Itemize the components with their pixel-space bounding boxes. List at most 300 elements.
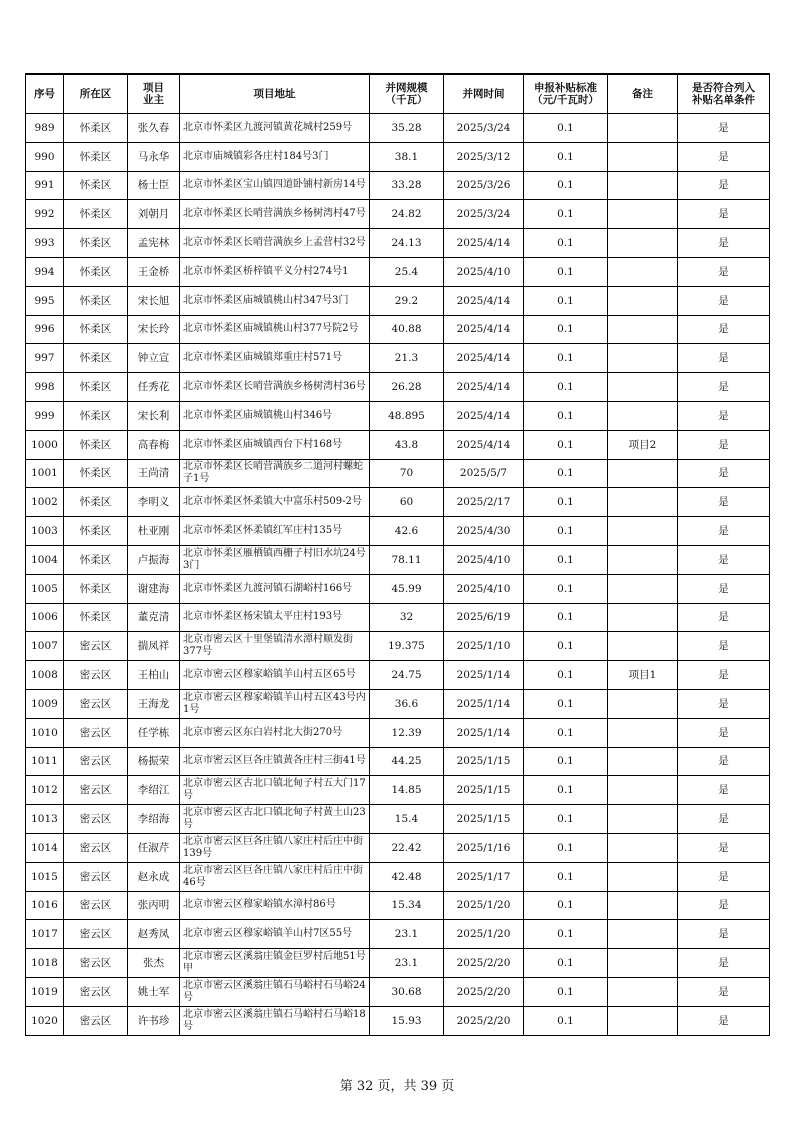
cell-address: 北京市密云区溪翁庄镇石马峪村石马峪18号	[180, 1006, 370, 1035]
cell-eligible: 是	[678, 977, 770, 1006]
cell-subsidy-rate: 0.1	[524, 114, 608, 143]
cell-district: 密云区	[64, 661, 128, 690]
cell-address: 北京市怀柔区庙城镇桃山村346号	[180, 401, 370, 430]
cell-remark	[608, 747, 678, 776]
table-row	[26, 200, 770, 229]
cell-address: 北京市怀柔区怀柔镇大中富乐村509-2号	[180, 488, 370, 517]
cell-capacity: 23.1	[370, 920, 444, 949]
cell-district: 怀柔区	[64, 344, 128, 373]
cell-grid-date: 2025/3/26	[444, 171, 524, 200]
cell-district: 密云区	[64, 632, 128, 661]
cell-grid-date: 2025/5/7	[444, 459, 524, 488]
cell-district: 密云区	[64, 949, 128, 978]
cell-eligible: 是	[678, 517, 770, 546]
cell-index: 1016	[26, 891, 64, 920]
table-row	[26, 776, 770, 805]
cell-index: 1002	[26, 488, 64, 517]
cell-capacity: 15.4	[370, 805, 444, 834]
cell-address: 北京市密云区穆家峪镇羊山村五区43号内1号	[180, 689, 370, 718]
cell-district: 密云区	[64, 689, 128, 718]
cell-owner: 张杰	[128, 949, 180, 978]
table-row	[26, 661, 770, 690]
cell-eligible: 是	[678, 891, 770, 920]
cell-owner: 钟立宣	[128, 344, 180, 373]
column-header-eligible: 是否符合列入 补贴名单条件	[678, 74, 770, 114]
cell-eligible: 是	[678, 689, 770, 718]
cell-index: 1017	[26, 920, 64, 949]
cell-remark	[608, 718, 678, 747]
cell-owner: 王金桥	[128, 257, 180, 286]
cell-grid-date: 2025/2/17	[444, 488, 524, 517]
cell-subsidy-rate: 0.1	[524, 229, 608, 258]
cell-owner: 王海龙	[128, 689, 180, 718]
cell-index: 990	[26, 142, 64, 171]
table-row	[26, 1006, 770, 1035]
cell-eligible: 是	[678, 459, 770, 488]
cell-subsidy-rate: 0.1	[524, 344, 608, 373]
cell-grid-date: 2025/2/20	[444, 949, 524, 978]
cell-index: 1010	[26, 718, 64, 747]
cell-remark	[608, 776, 678, 805]
cell-district: 怀柔区	[64, 257, 128, 286]
cell-owner: 孟宪林	[128, 229, 180, 258]
table-row	[26, 171, 770, 200]
subsidy-table-container	[25, 73, 769, 1036]
cell-district: 怀柔区	[64, 517, 128, 546]
cell-capacity: 12.39	[370, 718, 444, 747]
cell-remark	[608, 315, 678, 344]
cell-index: 1014	[26, 833, 64, 862]
cell-capacity: 15.34	[370, 891, 444, 920]
cell-grid-date: 2025/1/10	[444, 632, 524, 661]
cell-index: 996	[26, 315, 64, 344]
cell-owner: 杜亚刚	[128, 517, 180, 546]
cell-index: 994	[26, 257, 64, 286]
cell-capacity: 42.48	[370, 862, 444, 891]
cell-address: 北京市密云区古北口镇北甸子村黄土山23号	[180, 805, 370, 834]
cell-subsidy-rate: 0.1	[524, 171, 608, 200]
cell-grid-date: 2025/1/14	[444, 718, 524, 747]
cell-address: 北京市怀柔区长哨营满族乡杨树湾村36号	[180, 373, 370, 402]
cell-index: 995	[26, 286, 64, 315]
cell-district: 怀柔区	[64, 574, 128, 603]
cell-subsidy-rate: 0.1	[524, 718, 608, 747]
cell-subsidy-rate: 0.1	[524, 401, 608, 430]
cell-grid-date: 2025/2/20	[444, 1006, 524, 1035]
table-row	[26, 373, 770, 402]
cell-owner: 董克清	[128, 603, 180, 632]
cell-owner: 杨振荣	[128, 747, 180, 776]
cell-remark	[608, 833, 678, 862]
table-row	[26, 488, 770, 517]
cell-owner: 任淑芹	[128, 833, 180, 862]
cell-subsidy-rate: 0.1	[524, 517, 608, 546]
cell-subsidy-rate: 0.1	[524, 430, 608, 459]
cell-owner: 赵秀凤	[128, 920, 180, 949]
cell-grid-date: 2025/4/14	[444, 315, 524, 344]
cell-grid-date: 2025/1/15	[444, 776, 524, 805]
cell-index: 1013	[26, 805, 64, 834]
cell-grid-date: 2025/1/20	[444, 920, 524, 949]
cell-remark	[608, 920, 678, 949]
cell-grid-date: 2025/4/14	[444, 401, 524, 430]
cell-index: 1009	[26, 689, 64, 718]
cell-subsidy-rate: 0.1	[524, 373, 608, 402]
cell-index: 1008	[26, 661, 64, 690]
column-header-index: 序号	[26, 74, 64, 114]
cell-remark	[608, 229, 678, 258]
cell-capacity: 25.4	[370, 257, 444, 286]
cell-capacity: 48.895	[370, 401, 444, 430]
cell-subsidy-rate: 0.1	[524, 257, 608, 286]
cell-district: 怀柔区	[64, 200, 128, 229]
cell-address: 北京市密云区穆家峪镇羊山村五区65号	[180, 661, 370, 690]
table-row	[26, 142, 770, 171]
table-row	[26, 574, 770, 603]
cell-subsidy-rate: 0.1	[524, 891, 608, 920]
cell-owner: 任秀花	[128, 373, 180, 402]
table-row	[26, 632, 770, 661]
cell-remark	[608, 171, 678, 200]
cell-index: 1007	[26, 632, 64, 661]
cell-index: 1003	[26, 517, 64, 546]
table-row	[26, 805, 770, 834]
cell-capacity: 33.28	[370, 171, 444, 200]
cell-capacity: 19.375	[370, 632, 444, 661]
cell-subsidy-rate: 0.1	[524, 545, 608, 574]
cell-remark	[608, 488, 678, 517]
cell-grid-date: 2025/1/14	[444, 661, 524, 690]
cell-remark: 项目1	[608, 661, 678, 690]
cell-subsidy-rate: 0.1	[524, 142, 608, 171]
table-row	[26, 862, 770, 891]
cell-eligible: 是	[678, 1006, 770, 1035]
table-row	[26, 977, 770, 1006]
table-row	[26, 747, 770, 776]
cell-district: 密云区	[64, 920, 128, 949]
cell-eligible: 是	[678, 574, 770, 603]
cell-subsidy-rate: 0.1	[524, 632, 608, 661]
cell-address: 北京市怀柔区雁栖镇西栅子村旧水坑24号3门	[180, 545, 370, 574]
cell-capacity: 30.68	[370, 977, 444, 1006]
cell-remark	[608, 257, 678, 286]
cell-capacity: 23.1	[370, 949, 444, 978]
cell-grid-date: 2025/3/12	[444, 142, 524, 171]
cell-remark	[608, 401, 678, 430]
cell-district: 怀柔区	[64, 229, 128, 258]
cell-owner: 赵永成	[128, 862, 180, 891]
table-row	[26, 920, 770, 949]
cell-capacity: 70	[370, 459, 444, 488]
cell-district: 密云区	[64, 862, 128, 891]
cell-index: 1000	[26, 430, 64, 459]
cell-eligible: 是	[678, 661, 770, 690]
cell-grid-date: 2025/1/16	[444, 833, 524, 862]
cell-eligible: 是	[678, 718, 770, 747]
column-header-subsidy-rate: 申报补贴标准 （元/千瓦时）	[524, 74, 608, 114]
table-row	[26, 257, 770, 286]
cell-subsidy-rate: 0.1	[524, 286, 608, 315]
cell-eligible: 是	[678, 949, 770, 978]
cell-grid-date: 2025/4/14	[444, 286, 524, 315]
cell-remark	[608, 977, 678, 1006]
cell-subsidy-rate: 0.1	[524, 920, 608, 949]
table-row	[26, 603, 770, 632]
table-row	[26, 430, 770, 459]
cell-index: 1001	[26, 459, 64, 488]
cell-subsidy-rate: 0.1	[524, 689, 608, 718]
cell-owner: 李明义	[128, 488, 180, 517]
cell-remark	[608, 949, 678, 978]
cell-index: 1020	[26, 1006, 64, 1035]
cell-eligible: 是	[678, 747, 770, 776]
cell-address: 北京市密云区穆家峪镇羊山村7区55号	[180, 920, 370, 949]
cell-district: 密云区	[64, 977, 128, 1006]
cell-eligible: 是	[678, 862, 770, 891]
cell-owner: 宋长利	[128, 401, 180, 430]
cell-eligible: 是	[678, 142, 770, 171]
cell-capacity: 35.28	[370, 114, 444, 143]
table-row	[26, 459, 770, 488]
column-header-address: 项目地址	[180, 74, 370, 114]
cell-grid-date: 2025/1/15	[444, 747, 524, 776]
table-row	[26, 517, 770, 546]
cell-district: 怀柔区	[64, 430, 128, 459]
cell-capacity: 32	[370, 603, 444, 632]
cell-address: 北京市密云区东白岩村北大街270号	[180, 718, 370, 747]
cell-remark	[608, 373, 678, 402]
cell-eligible: 是	[678, 488, 770, 517]
cell-index: 997	[26, 344, 64, 373]
cell-address: 北京市怀柔区九渡河镇黄花城村259号	[180, 114, 370, 143]
cell-address: 北京市庙城镇彩各庄村184号3门	[180, 142, 370, 171]
cell-district: 密云区	[64, 776, 128, 805]
cell-address: 北京市怀柔区长哨营满族乡上孟营村32号	[180, 229, 370, 258]
cell-owner: 姚士军	[128, 977, 180, 1006]
cell-index: 992	[26, 200, 64, 229]
cell-district: 怀柔区	[64, 286, 128, 315]
cell-remark	[608, 891, 678, 920]
cell-grid-date: 2025/4/10	[444, 574, 524, 603]
cell-address: 北京市怀柔区庙城镇桃山村377号院2号	[180, 315, 370, 344]
cell-district: 密云区	[64, 891, 128, 920]
cell-subsidy-rate: 0.1	[524, 574, 608, 603]
table-body	[26, 114, 770, 1036]
cell-remark	[608, 632, 678, 661]
cell-address: 北京市怀柔区九渡河镇石湖峪村166号	[180, 574, 370, 603]
cell-owner: 王尚清	[128, 459, 180, 488]
cell-district: 怀柔区	[64, 114, 128, 143]
cell-capacity: 15.93	[370, 1006, 444, 1035]
cell-capacity: 42.6	[370, 517, 444, 546]
cell-capacity: 14.85	[370, 776, 444, 805]
cell-subsidy-rate: 0.1	[524, 488, 608, 517]
cell-eligible: 是	[678, 632, 770, 661]
cell-owner: 任学栋	[128, 718, 180, 747]
cell-owner: 李绍海	[128, 805, 180, 834]
cell-address: 北京市密云区古北口镇北甸子村五大门17号	[180, 776, 370, 805]
cell-eligible: 是	[678, 920, 770, 949]
cell-eligible: 是	[678, 171, 770, 200]
column-header-capacity: 并网规模 （千瓦）	[370, 74, 444, 114]
cell-address: 北京市怀柔区怀柔镇红军庄村135号	[180, 517, 370, 546]
cell-owner: 李绍江	[128, 776, 180, 805]
cell-remark	[608, 689, 678, 718]
cell-capacity: 26.28	[370, 373, 444, 402]
cell-eligible: 是	[678, 603, 770, 632]
cell-remark	[608, 574, 678, 603]
cell-index: 1015	[26, 862, 64, 891]
cell-grid-date: 2025/4/14	[444, 344, 524, 373]
cell-district: 密云区	[64, 1006, 128, 1035]
cell-remark	[608, 344, 678, 373]
cell-address: 北京市密云区穆家峪镇水漳村86号	[180, 891, 370, 920]
column-header-owner: 项目 业主	[128, 74, 180, 114]
cell-capacity: 24.13	[370, 229, 444, 258]
cell-index: 1019	[26, 977, 64, 1006]
cell-grid-date: 2025/2/20	[444, 977, 524, 1006]
cell-index: 1006	[26, 603, 64, 632]
cell-address: 北京市密云区巨各庄镇八家庄村后庄中街139号	[180, 833, 370, 862]
cell-district: 怀柔区	[64, 545, 128, 574]
table-row	[26, 545, 770, 574]
cell-index: 1005	[26, 574, 64, 603]
cell-grid-date: 2025/4/10	[444, 545, 524, 574]
cell-subsidy-rate: 0.1	[524, 661, 608, 690]
cell-capacity: 22.42	[370, 833, 444, 862]
cell-index: 1011	[26, 747, 64, 776]
cell-owner: 揣凤祥	[128, 632, 180, 661]
cell-remark	[608, 862, 678, 891]
cell-capacity: 45.99	[370, 574, 444, 603]
cell-subsidy-rate: 0.1	[524, 603, 608, 632]
table-row	[26, 949, 770, 978]
cell-subsidy-rate: 0.1	[524, 833, 608, 862]
cell-grid-date: 2025/4/14	[444, 229, 524, 258]
table-row	[26, 718, 770, 747]
cell-grid-date: 2025/4/14	[444, 373, 524, 402]
cell-district: 密云区	[64, 833, 128, 862]
cell-remark	[608, 1006, 678, 1035]
cell-district: 密云区	[64, 718, 128, 747]
cell-subsidy-rate: 0.1	[524, 200, 608, 229]
cell-remark	[608, 603, 678, 632]
cell-eligible: 是	[678, 315, 770, 344]
cell-eligible: 是	[678, 373, 770, 402]
cell-remark	[608, 142, 678, 171]
cell-owner: 张久春	[128, 114, 180, 143]
cell-remark	[608, 459, 678, 488]
cell-grid-date: 2025/6/19	[444, 603, 524, 632]
cell-index: 1012	[26, 776, 64, 805]
table-row	[26, 344, 770, 373]
cell-capacity: 78.11	[370, 545, 444, 574]
cell-grid-date: 2025/4/10	[444, 257, 524, 286]
table-row	[26, 315, 770, 344]
cell-owner: 高春梅	[128, 430, 180, 459]
cell-owner: 宋长旭	[128, 286, 180, 315]
cell-remark	[608, 805, 678, 834]
cell-owner: 刘朝月	[128, 200, 180, 229]
cell-capacity: 29.2	[370, 286, 444, 315]
cell-owner: 张丙明	[128, 891, 180, 920]
subsidy-table	[25, 73, 770, 1036]
cell-eligible: 是	[678, 545, 770, 574]
cell-district: 怀柔区	[64, 142, 128, 171]
cell-address: 北京市密云区十里堡镇清水潭村顺发街377号	[180, 632, 370, 661]
cell-owner: 宋长玲	[128, 315, 180, 344]
cell-index: 993	[26, 229, 64, 258]
cell-capacity: 24.82	[370, 200, 444, 229]
cell-eligible: 是	[678, 833, 770, 862]
cell-eligible: 是	[678, 430, 770, 459]
cell-index: 998	[26, 373, 64, 402]
cell-address: 北京市密云区溪翁庄镇金巨罗村后地51号甲	[180, 949, 370, 978]
cell-grid-date: 2025/4/14	[444, 430, 524, 459]
table-row	[26, 689, 770, 718]
cell-subsidy-rate: 0.1	[524, 1006, 608, 1035]
table-row	[26, 833, 770, 862]
cell-capacity: 24.75	[370, 661, 444, 690]
cell-remark	[608, 114, 678, 143]
cell-address: 北京市怀柔区庙城镇郑重庄村571号	[180, 344, 370, 373]
cell-subsidy-rate: 0.1	[524, 747, 608, 776]
cell-district: 怀柔区	[64, 603, 128, 632]
cell-address: 北京市怀柔区长哨营满族乡二道河村螺蛇子1号	[180, 459, 370, 488]
cell-remark	[608, 517, 678, 546]
cell-remark	[608, 200, 678, 229]
cell-eligible: 是	[678, 776, 770, 805]
cell-capacity: 40.88	[370, 315, 444, 344]
cell-district: 怀柔区	[64, 171, 128, 200]
cell-index: 1018	[26, 949, 64, 978]
cell-grid-date: 2025/3/24	[444, 200, 524, 229]
column-header-grid-date: 并网时间	[444, 74, 524, 114]
column-header-district: 所在区	[64, 74, 128, 114]
cell-subsidy-rate: 0.1	[524, 776, 608, 805]
cell-subsidy-rate: 0.1	[524, 315, 608, 344]
cell-address: 北京市怀柔区宝山镇四道卧铺村新房14号	[180, 171, 370, 200]
column-header-remark: 备注	[608, 74, 678, 114]
cell-grid-date: 2025/1/17	[444, 862, 524, 891]
cell-subsidy-rate: 0.1	[524, 805, 608, 834]
cell-index: 989	[26, 114, 64, 143]
cell-address: 北京市密云区巨各庄镇黄各庄村三街41号	[180, 747, 370, 776]
cell-grid-date: 2025/1/20	[444, 891, 524, 920]
cell-address: 北京市怀柔区庙城镇西台下村168号	[180, 430, 370, 459]
table-row	[26, 891, 770, 920]
cell-grid-date: 2025/1/15	[444, 805, 524, 834]
cell-eligible: 是	[678, 344, 770, 373]
cell-index: 1004	[26, 545, 64, 574]
cell-eligible: 是	[678, 114, 770, 143]
table-header-row	[26, 74, 770, 114]
cell-eligible: 是	[678, 200, 770, 229]
cell-owner: 卢振海	[128, 545, 180, 574]
cell-capacity: 36.6	[370, 689, 444, 718]
cell-owner: 许书珍	[128, 1006, 180, 1035]
cell-index: 991	[26, 171, 64, 200]
cell-district: 密云区	[64, 805, 128, 834]
table-row	[26, 114, 770, 143]
table-row	[26, 229, 770, 258]
cell-grid-date: 2025/3/24	[444, 114, 524, 143]
cell-index: 999	[26, 401, 64, 430]
cell-remark	[608, 545, 678, 574]
cell-grid-date: 2025/1/14	[444, 689, 524, 718]
cell-subsidy-rate: 0.1	[524, 949, 608, 978]
cell-capacity: 21.3	[370, 344, 444, 373]
